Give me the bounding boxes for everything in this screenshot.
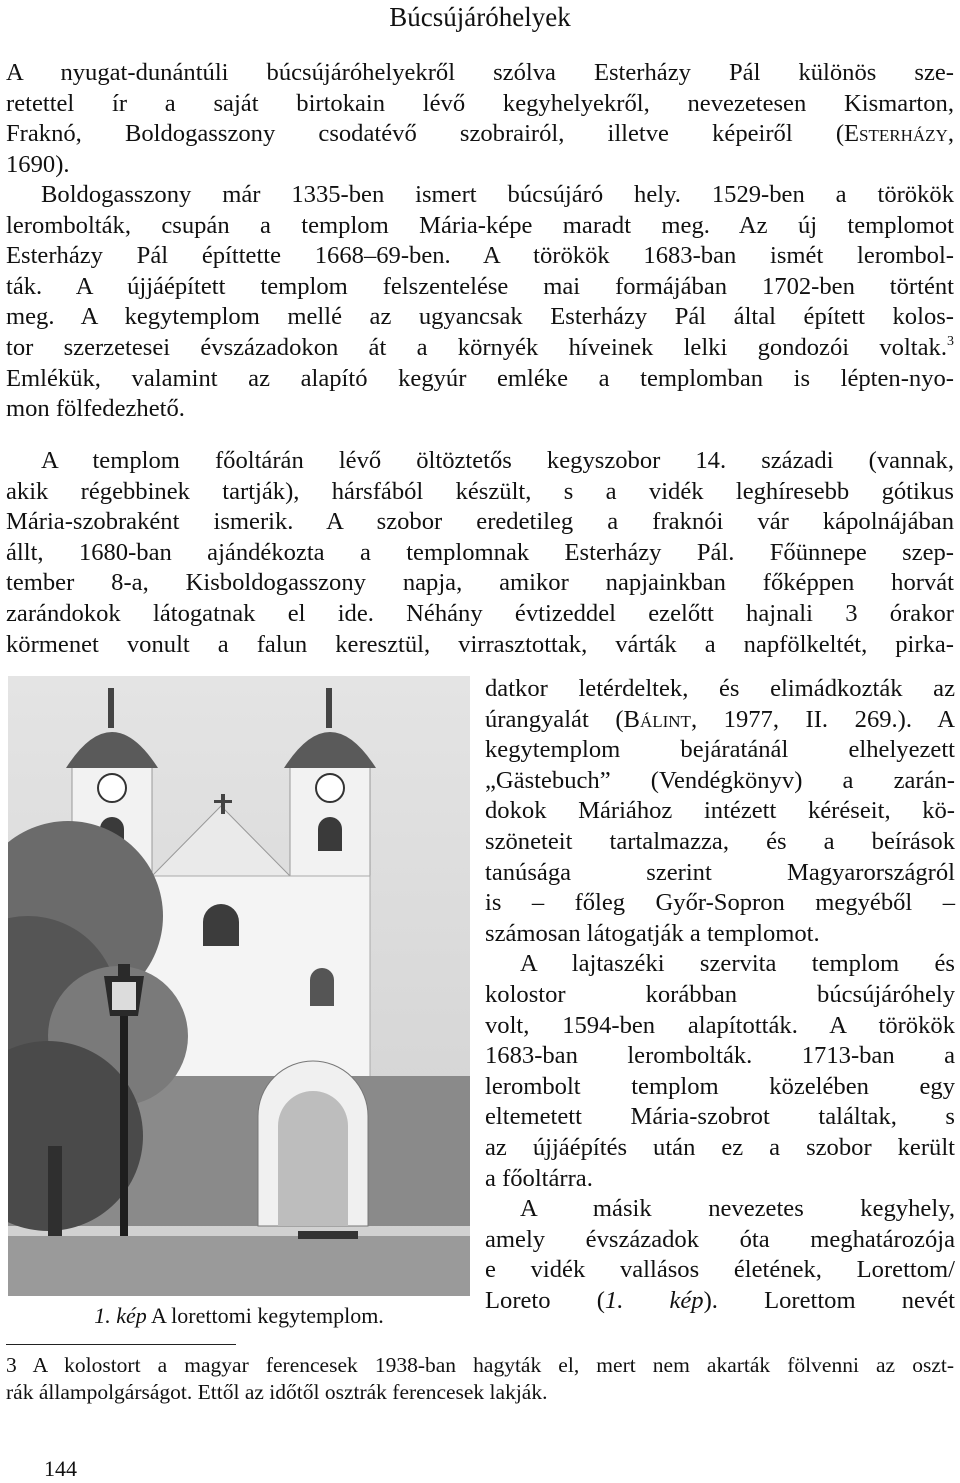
text-line: volt, 1594-ben alapították. A törökök [485,1011,955,1039]
text-line: kolostor korábban búcsújáróhely [485,980,955,1008]
church-photo [8,676,470,1296]
text-line: akik régebbinek tartják), hársfából készült, s a vidék leghíresebb gótikus [6,477,954,505]
text-line: 1690). [6,150,70,178]
footnote-line: rák állampolgárságot. Ettől az időtől osztrák ferencesek lakják. [6,1380,548,1404]
text-line: a főoltárra. [485,1164,593,1192]
footnote-divider [6,1344,236,1345]
text-line: datkor letérdeltek, és elimádkozták az [485,675,955,702]
figure-caption: 1. kép A lorettomi kegytemplom. [94,1303,384,1328]
author-reference: Esterházy [844,120,948,148]
text-line: amely évszázadok óta meghatározója [485,1225,955,1253]
paragraph-boldogasszony [6,180,954,425]
paragraph-intro [6,58,954,180]
text-line: Emlékük, valamint az alapító kegyúr emléke a templomban is lépten-nyo- [6,364,954,392]
text-line: retettel ír a saját birtokain lévő kegyhelyekről, nevezetesen Kismarton, [6,89,954,117]
text-line: Boldogasszony már 1335-ben ismert búcsújáró hely. 1529-ben a törökök [41,181,954,208]
text-line: úrangyalát (Bálint, 1977, II. 269.). A [485,705,955,733]
text-line: lerombolt templom közelében egy [485,1072,955,1100]
footnote-marker: 3 [947,333,954,349]
text-line: „Gästebuch” (Vendégkönyv) a zarán- [485,766,955,794]
text-line: eltemetett Mária-szobrot találtak, s [485,1103,955,1131]
text-line: dokok Máriához intézett kéréseit, kö- [485,797,955,825]
text-line: tanúsága szerint Magyarországról [485,858,955,886]
figure-reference: 1. kép [604,1286,704,1314]
text-line: tor szerzetesei évszázadokon át a környék híveinek lelki gondozói voltak.$^3$ [6,333,954,361]
text-line: Mária-szobraként ismerik. A szobor eredetileg a fraknói vár kápolnájában [6,508,954,536]
text-line: Esterházy Pál építtette 1668–69-ben. A törökök 1683-ban ismét lerombol- [6,242,954,270]
text-line: számosan látogatják a templomot. [485,919,820,947]
text-line: A templom főoltárán lévő öltöztetős kegyszobor 14. századi (vannak, [41,447,954,474]
text-line: állt, 1680-ban ajándékozta a templomnak Esterházy Pál. Főünnepe szep- [6,538,954,566]
text-line: A lajtaszéki szervita templom és [520,950,955,978]
text-line: e vidék vallásos életének, Lorettom/ [485,1256,955,1284]
text-line: az újjáépítés után ez a szobor került [485,1133,955,1161]
text-line: 1683-ban lerombolták. 1713-ban a [485,1042,955,1070]
text-line: kegytemplom bejáratánál elhelyezett [485,736,955,764]
author-reference: Bálint [623,705,691,733]
text-line: is – főleg Győr-Sopron megyéből – [485,889,955,917]
text-line: lerombolták, csupán a templom Mária-képe maradt meg. Az új templomot [6,211,954,239]
running-header: Búcsújáróhelyek [389,2,571,32]
right-column-text [485,674,955,1316]
text-line: zarándokok látogatnak el ide. Néhány évtizeddel ezelőtt hajnali 3 órakor [6,599,954,627]
text-line: tember 8-a, Kisboldogasszony napja, amikor napjainkban főképpen horvát [6,569,954,597]
text-line: körmenet vonult a falun keresztül, virrasztottak, várták a napfölkeltét, pirka- [6,630,954,658]
text-line: ták. A újjáépített templom felszentelése mai formájában 1702-ben történt [6,272,954,300]
text-line: Loreto (1. kép). Lorettom nevét [485,1286,955,1314]
figure-label: 1. kép [94,1303,147,1328]
footnote-line: 3 A kolostort a magyar ferencesek 1938-ban hagyták el, mert nem akarták fölvenni az oszt- [6,1353,954,1377]
paragraph-kegyszobor [6,446,954,660]
text-line: A másik nevezetes kegyhely, [520,1195,955,1223]
page-number: 144 [44,1456,77,1481]
text-line: mon fölfedezhető. [6,395,185,423]
text-line: Fraknó, Boldogasszony csodatévő szobrairól, illetve képeiről (Esterházy, [6,120,954,148]
footnote [6,1352,954,1406]
text-line: szöneteit tartalmazza, és a beírások [485,827,955,855]
church-illustration [8,676,470,1296]
text-line: meg. A kegytemplom mellé az ugyancsak Esterházy Pál által épített kolos- [6,303,954,331]
text-line: A nyugat-dunántúli búcsújáróhelyekről szólva Esterházy Pál különös sze- [6,59,954,86]
